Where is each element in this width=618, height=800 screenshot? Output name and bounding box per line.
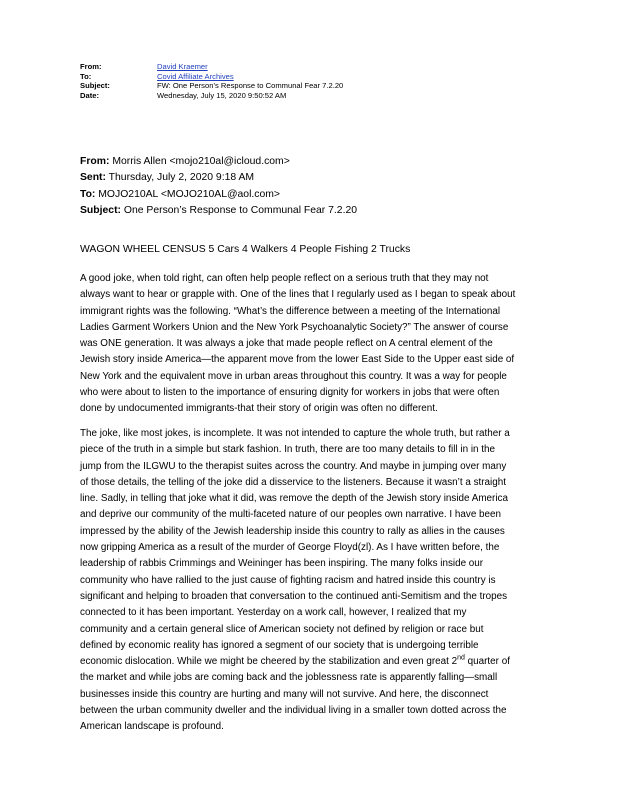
body-line: the market and while jobs are coming back and the joblessness rate is apparently falling—small <box>80 672 498 684</box>
body-line: defined by economic reality has ignored a segment of our society that is undergoing terrible <box>80 639 479 651</box>
body-line: Ladies Garment Workers Union and the New York Psychoanalytic Society?” The answer of course <box>80 321 509 333</box>
body-line: community and a certain general slice of American society not defined by religion or race but <box>80 623 484 635</box>
header-date-value: Wednesday, July 15, 2020 9:50:52 AM <box>157 90 287 100</box>
body-line: businesses inside this country are hurting and many will not survive. And here, the disconnect <box>80 688 489 700</box>
body-line: community who have rallied to the just cause of fighting racism and hatred inside this country is <box>80 574 496 586</box>
header-from-row <box>80 62 343 72</box>
body-line: connected to it has been important. Yesterday on a work call, however, I realized that my <box>80 607 467 619</box>
sup-line-before: economic dislocation. While we might be cheered by the stabilization and even great 2 <box>80 656 458 668</box>
fwd-subject-value: One Person’s Response to Communal Fear 7.2.20 <box>121 204 358 216</box>
fwd-from-value: Morris Allen <mojo210al@icloud.com> <box>109 156 290 167</box>
header-from-link[interactable]: David Kraemer <box>157 62 208 71</box>
body-line: significant and helping to broaden that conversation to the continued anti-Semitism and the tropes <box>80 590 508 602</box>
email-header <box>80 62 343 100</box>
ordinal-superscript: nd <box>457 654 465 662</box>
body-line: impressed by the ability of the Jewish leadership inside this country to rally as allies in the causes <box>80 525 505 537</box>
paragraph-1 <box>80 271 550 418</box>
body-line: immigrant rights was the following. “What’s the difference between a meeting of the International <box>80 305 501 317</box>
body-line: was ONE generation. It was always a joke that made people reflect on A central element of the <box>80 338 493 350</box>
body-line: Jewish story inside America—the apparent move from the lower East Side to the Upper east side of <box>80 354 515 366</box>
body-line: line. Sadly, in telling that joke what it did, was remove the depth of the Jewish story inside America <box>80 493 508 505</box>
header-to-link[interactable]: Covid Affiliate Archives <box>157 71 234 81</box>
fwd-sent-value: Thursday, July 2, 2020 9:18 AM <box>105 172 255 184</box>
body-line: done by undocumented immigrants-that their story of origin was often no different. <box>80 403 438 415</box>
census-line: WAGON WHEEL CENSUS 5 Cars 4 Walkers 4 People Fishing 2 Trucks <box>80 244 411 255</box>
body-line: leadership of rabbis Crimmings and Weininger has been inspiring. The many folks inside our <box>80 558 484 570</box>
body-line: always want to hear or grapple with. One of the lines that I regularly used as I began to speak about <box>80 289 516 301</box>
header-from-label: From: <box>80 62 102 71</box>
body-line: between the urban community dweller and the individual living in a smaller town dotted across the <box>80 705 507 717</box>
sup-line-after: quarter of <box>464 656 510 668</box>
header-date-row <box>80 91 343 101</box>
body-line: who were about to listen to the importance of ensuring dignity for workers in jobs that were often <box>80 387 500 399</box>
fwd-sent-row <box>80 170 357 186</box>
header-subject-value: FW: One Person’s Response to Communal Fear 7.2.20 <box>157 81 344 91</box>
fwd-from-row <box>80 154 357 170</box>
fwd-to-row <box>80 187 357 203</box>
fwd-to-label: To: <box>80 188 96 200</box>
header-date-label: Date: <box>80 90 99 100</box>
forwarded-header <box>80 154 357 219</box>
header-to-row <box>80 72 343 82</box>
body-line: jump from the ILGWU to the therapist suites across the country. And maybe in jumping over many <box>80 460 507 472</box>
body-line: A good joke, when told right, can often help people reflect on a serious truth that they may not <box>80 273 489 284</box>
fwd-to-value: MOJO210AL <MOJO210AL@aol.com> <box>95 188 280 200</box>
body-line: now gripping America as a result of the murder of George Floyd(zl). As I have written before, the <box>80 542 500 554</box>
paragraph-2 <box>80 426 550 736</box>
fwd-sent-label: Sent: <box>80 172 106 184</box>
fwd-from-label: From: <box>80 156 110 167</box>
fwd-subject-row <box>80 203 357 219</box>
body-line: The joke, like most jokes, is incomplete. It was not intended to capture the whole truth, but rather a <box>80 428 510 439</box>
body-line: of those details, the telling of the joke did a disservice to the listeners. Because it wasn’t a straight <box>80 476 506 488</box>
body-line: piece of the truth in a simple but stark fashion. In truth, there are too many details to fill in in the <box>80 444 495 456</box>
body-line-superscript <box>80 654 550 670</box>
body-line: and deprive our community of the multi-faceted nature of our peoples own narrative. I have been <box>80 509 502 521</box>
body-line: New York and the equivalent move in urban areas throughout this country. It was a way for people <box>80 370 507 382</box>
header-subject-row <box>80 81 343 91</box>
fwd-subject-label: Subject: <box>80 204 121 216</box>
body-line: American landscape is profound. <box>80 721 224 733</box>
header-to-label: To: <box>80 71 92 81</box>
header-subject-label: Subject: <box>80 81 110 91</box>
